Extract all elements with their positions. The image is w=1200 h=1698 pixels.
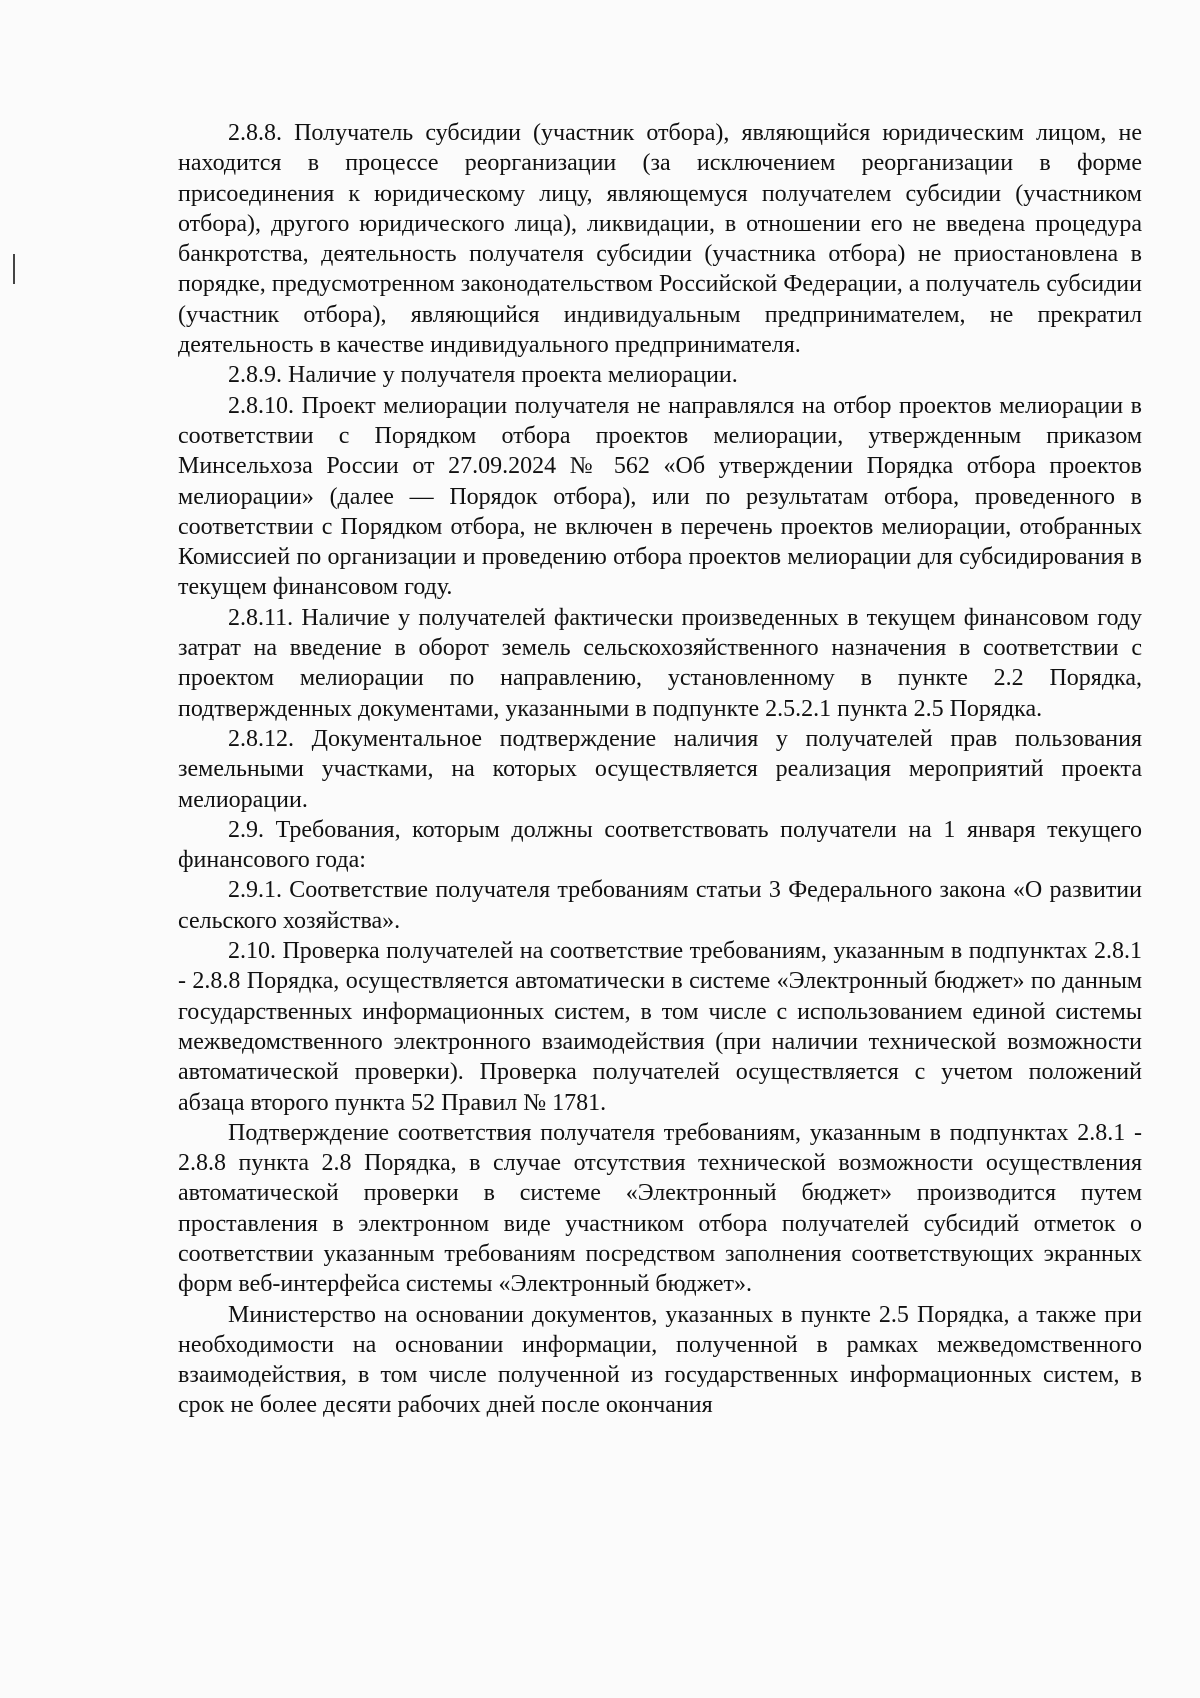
paragraph-2-8-10: 2.8.10. Проект мелиорации получателя не направлялся на отбор проектов мелиорации в соответствии с Порядком отбора проектов мелиорации, утвержденным приказом Минсельхоза России от 27.09.2024 № 562 «Об утверждении Порядка отбора проектов мелиорации» (далее — Порядок отбора), или по результатам отбора, проведенного в соответствии с Порядком отбора, не включен в перечень проектов мелиорации, отобранных Комиссией по организации и проведению отбора проектов мелиорации для субсидирования в текущем финансовом году. <box>178 392 1142 601</box>
paragraph-2-8-9: 2.8.9. Наличие у получателя проекта мелиорации. <box>228 362 738 389</box>
paragraph-ministry: Министерство на основании документов, указанных в пункте 2.5 Порядка, а также при необходимости на основании информации, полученной в рамках межведомственного взаимодействия, в том числе полученной из государственных информационных систем, в срок не более десяти рабочих дней после окончания <box>178 1301 1142 1419</box>
paragraph-2-8-8: 2.8.8. Получатель субсидии (участник отбора), являющийся юридическим лицом, не находится в процессе реорганизации (за исключением реорганизации в форме присоединения к юридическому лицу, являющемуся получателем субсидии (участником отбора), другого юридического лица), ликвидации, в отношении его не введена процедура банкротства, деятельность получателя субсидии (участника отбора) не приостановлена в порядке, предусмотренном законодательством Российской Федерации, а получатель субсидии (участник отбора), являющийся индивидуальным предпринимателем, не прекратил деятельность в качестве индивидуального предпринимателя. <box>178 120 1142 359</box>
document-body <box>178 118 1142 1421</box>
paragraph-2-8-12: 2.8.12. Документальное подтверждение наличия у получателей прав пользования земельными участками, на которых осуществляется реализация мероприятий проекта мелиорации. <box>178 725 1142 813</box>
paragraph-confirmation: Подтверждение соответствия получателя требованиям, указанным в подпунктах 2.8.1 - 2.8.8 пункта 2.8 Порядка, в случае отсутствия технической возможности осуществления автоматической проверки в системе «Электронный бюджет» производится путем проставления в электронном виде участником отбора получателей субсидий отметок о соответствии указанным требованиям посредством заполнения соответствующих экранных форм веб-интерфейса системы «Электронный бюджет». <box>178 1119 1142 1298</box>
margin-scan-mark <box>13 254 15 284</box>
paragraph-2-8-11: 2.8.11. Наличие у получателей фактически произведенных в текущем финансовом году затрат на введение в оборот земель сельскохозяйственного назначения в соответствии с проектом мелиорации по направлению, установленному в пункте 2.2 Порядка, подтвержденных документами, указанными в подпункте 2.5.2.1 пункта 2.5 Порядка. <box>178 604 1142 722</box>
paragraph-2-9-1: 2.9.1. Соответствие получателя требованиям статьи 3 Федерального закона «О развитии сельского хозяйства». <box>178 877 1142 934</box>
paragraph-2-9: 2.9. Требования, которым должны соответствовать получатели на 1 января текущего финансового года: <box>178 816 1142 874</box>
paragraph-2-10: 2.10. Проверка получателей на соответствие требованиям, указанным в подпунктах 2.8.1 - 2.8.8 Порядка, осуществляется автоматически в системе «Электронный бюджет» по данным государственных информационных систем, в том числе с использованием единой системы межведомственного электронного взаимодействия (при наличии технической возможности автоматической проверки). Проверка получателей осуществляется с учетом положений абзаца второго пункта 52 Правил № 1781. <box>178 938 1142 1116</box>
